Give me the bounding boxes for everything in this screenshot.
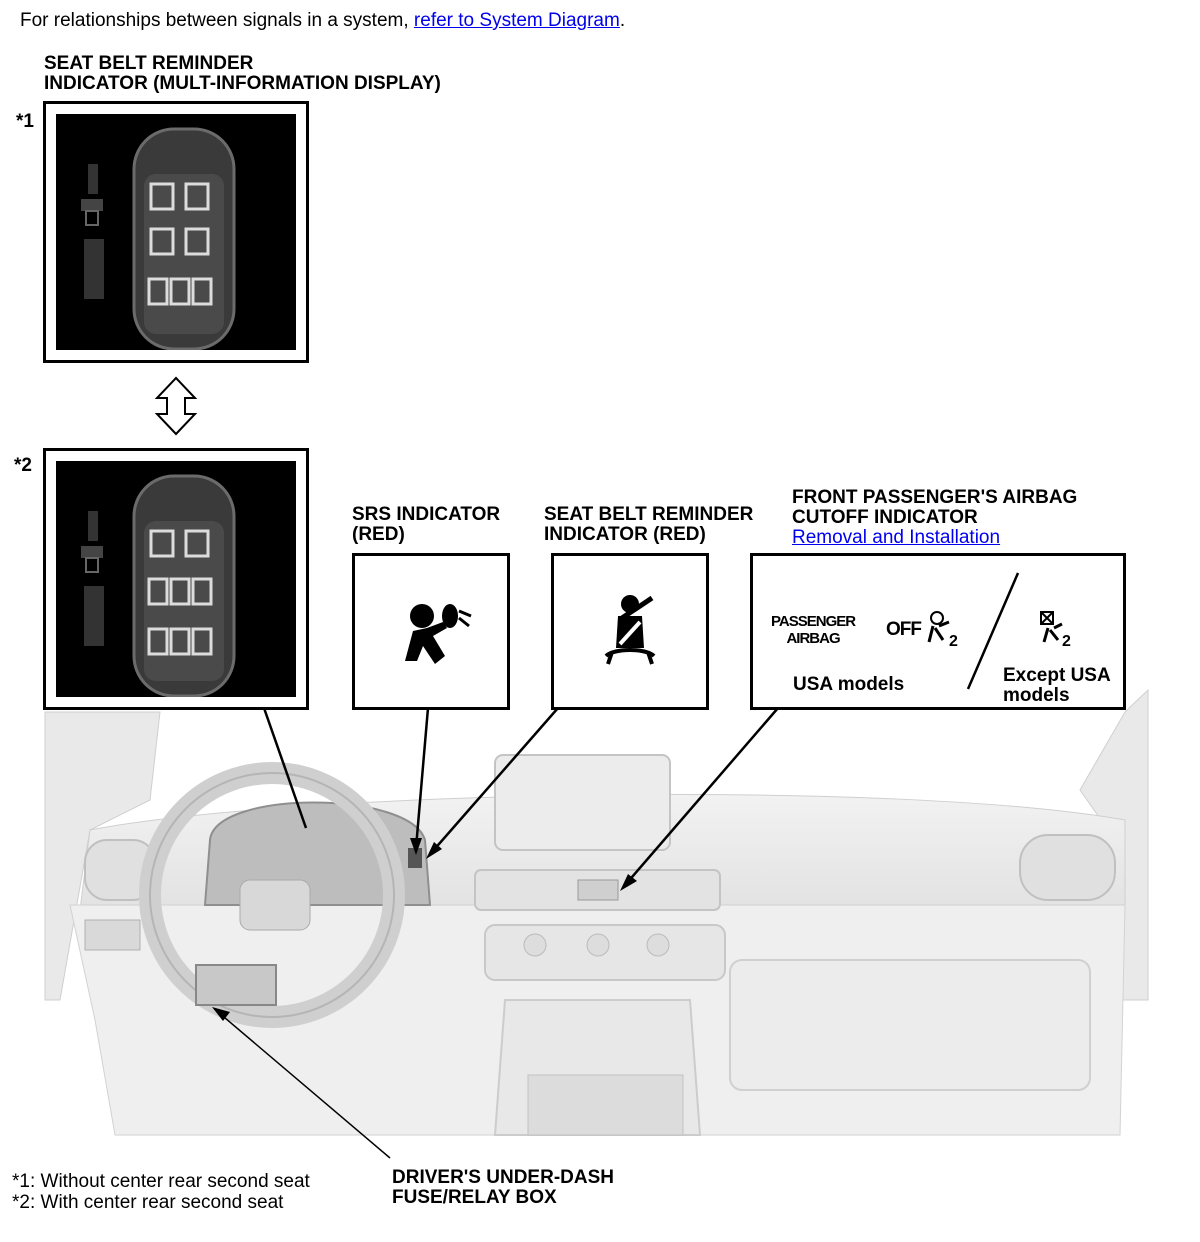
srs-label-line1: SRS INDICATOR xyxy=(352,504,501,525)
off-text: OFF xyxy=(886,619,921,640)
srs-indicator-label xyxy=(352,505,500,545)
fuse-box xyxy=(196,965,276,1005)
marker-2: *2 xyxy=(14,455,32,476)
mid-display-without-center-seat xyxy=(43,101,309,363)
mid-indicator-label xyxy=(44,54,441,94)
system-diagram-link[interactable]: refer to System Diagram xyxy=(413,10,620,31)
center-display xyxy=(495,755,670,850)
seatbelt-label-line2: INDICATOR (RED) xyxy=(544,524,706,545)
except-line1: Except USA xyxy=(1003,665,1111,686)
intro-text: For relationships between signals in a system, xyxy=(20,10,414,31)
marker-1: *1 xyxy=(16,111,34,132)
airbag-cutoff-box xyxy=(750,553,1126,710)
except-usa-label xyxy=(1003,666,1111,706)
mid-display-with-center-seat xyxy=(43,448,309,710)
fusebox-line2: FUSE/RELAY BOX xyxy=(392,1187,557,1208)
svg-text:2: 2 xyxy=(1062,633,1071,650)
srs-label-line2: (RED) xyxy=(352,524,405,545)
srs-indicator-box xyxy=(352,553,510,710)
toggle-arrow-icon xyxy=(157,378,195,434)
mid-screen-1 xyxy=(56,114,296,350)
passenger-line2: AIRBAG xyxy=(786,630,840,647)
mid-label-line2: INDICATOR (MULT-INFORMATION DISPLAY) xyxy=(44,73,441,94)
seatbelt-indicator-box xyxy=(551,553,709,710)
mid-label-line1: SEAT BELT REMINDER xyxy=(44,53,254,74)
usa-models-label: USA models xyxy=(793,674,905,695)
fusebox-label xyxy=(392,1168,614,1208)
glovebox xyxy=(730,960,1090,1090)
airbag-person-icon xyxy=(355,556,507,707)
seatbelt-person-icon xyxy=(554,556,706,707)
mid-screen-2 xyxy=(56,461,296,697)
cutoff-indicator-spot xyxy=(578,880,618,900)
passenger-airbag-status-icon xyxy=(1038,610,1078,650)
airbag-cutoff-line1: FRONT PASSENGER'S AIRBAG xyxy=(792,487,1078,508)
right-vent xyxy=(1020,835,1115,900)
intro-end: . xyxy=(619,10,626,31)
intro-line xyxy=(20,10,625,32)
svg-text:2: 2 xyxy=(949,633,958,650)
airbag-cutoff-label xyxy=(792,488,1077,548)
footnote-2: *2: With center rear second seat xyxy=(12,1192,284,1213)
seatbelt-indicator-label xyxy=(544,505,753,545)
footnotes xyxy=(12,1171,310,1213)
passenger-airbag-text xyxy=(771,613,855,647)
seatbelt-label-line1: SEAT BELT REMINDER xyxy=(544,504,754,525)
fusebox-line1: DRIVER'S UNDER-DASH xyxy=(392,1167,614,1188)
passenger-line1: PASSENGER xyxy=(771,613,856,630)
passenger-off-icon xyxy=(925,610,965,650)
airbag-cutoff-line2: CUTOFF INDICATOR xyxy=(792,507,978,528)
except-line2: models xyxy=(1003,685,1070,706)
removal-installation-link[interactable]: Removal and Installation xyxy=(792,527,1001,548)
footnote-1: *1: Without center rear second seat xyxy=(12,1171,310,1192)
